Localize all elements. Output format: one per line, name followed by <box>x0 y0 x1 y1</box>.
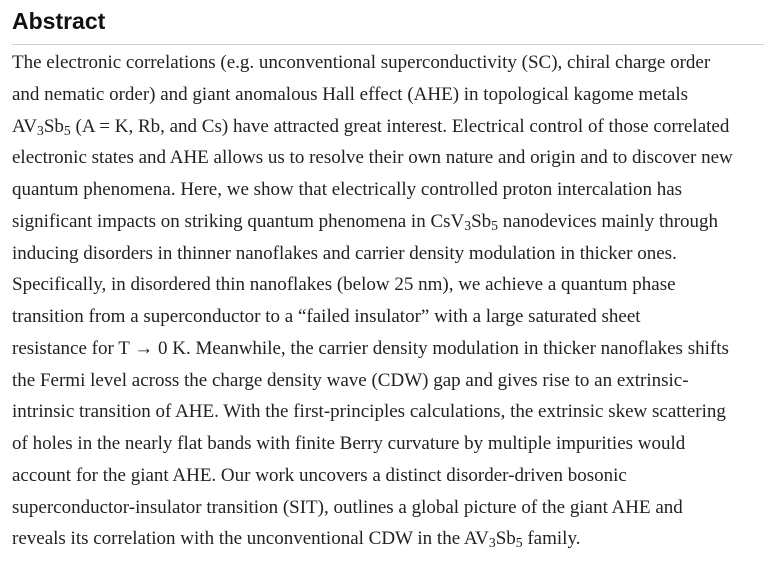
abstract-text: Sb <box>43 115 64 137</box>
abstract-line <box>12 269 772 301</box>
abstract-text: superconductor-insulator transition (SIT), outlines a global picture of the giant AHE and <box>12 496 683 518</box>
abstract-text: significant impacts on striking quantum phenomena in CsV <box>12 210 465 232</box>
abstract-line <box>12 365 772 397</box>
abstract-text: family. <box>522 528 581 550</box>
abstract-text: (A = K, Rb, and Cs) have attracted great interest. Electrical control of those correlated <box>70 115 730 137</box>
abstract-body <box>12 47 772 555</box>
abstract-line <box>12 460 772 492</box>
abstract-text: intrinsic transition of AHE. With the first-principles calculations, the extrinsic skew scattering <box>12 401 726 423</box>
heading-divider <box>12 44 764 45</box>
abstract-text: electronic states and AHE allows us to resolve their own nature and origin and to discover new <box>12 147 733 169</box>
subscript-text: 3 <box>488 535 496 551</box>
abstract-text: The electronic correlations (e.g. unconventional superconductivity (SC), chiral charge order <box>12 52 711 73</box>
abstract-line <box>12 111 772 143</box>
abstract-text: inducing disorders in thinner nanoflakes and carrier density modulation in thicker ones. <box>12 242 677 264</box>
abstract-text: quantum phenomena. Here, we show that electrically controlled proton intercalation has <box>12 179 683 200</box>
abstract-line <box>12 523 772 555</box>
abstract-line <box>12 79 772 111</box>
abstract-text: Sb <box>495 528 516 550</box>
abstract-line <box>12 142 772 174</box>
abstract-line <box>12 174 772 206</box>
abstract-line <box>12 238 772 270</box>
abstract-line <box>12 206 772 238</box>
abstract-text: account for the giant AHE. Our work uncovers a distinct disorder-driven bosonic <box>12 464 627 486</box>
abstract-text: and nematic order) and giant anomalous Hall effect (AHE) in topological kagome metals <box>12 83 689 105</box>
abstract-text: Sb <box>471 210 492 232</box>
abstract-text: AV <box>12 115 37 137</box>
abstract-text: transition from a superconductor to a “failed insulator” with a large saturated sheet <box>12 306 641 327</box>
abstract-text: of holes in the nearly flat bands with finite Berry curvature by multiple impurities would <box>12 433 686 454</box>
abstract-text: nanodevices mainly through <box>498 210 719 232</box>
abstract-text: resistance for T → 0 K. Meanwhile, the carrier density modulation in thicker nanoflakes shifts <box>12 337 729 359</box>
abstract-line <box>12 333 772 365</box>
subscript-text: 3 <box>37 122 44 138</box>
subscript-text: 5 <box>491 217 499 233</box>
abstract-text: reveals its correlation with the unconventional CDW in the AV <box>12 528 489 550</box>
abstract-line <box>12 396 772 428</box>
abstract-line <box>12 492 772 524</box>
subscript-text: 5 <box>63 122 71 138</box>
subscript-text: 3 <box>464 217 472 233</box>
abstract-line <box>12 301 772 333</box>
abstract-line <box>12 428 772 460</box>
abstract-heading: Abstract <box>12 8 106 34</box>
abstract-line <box>12 47 772 79</box>
abstract-text: Specifically, in disordered thin nanoflakes (below 25 nm), we achieve a quantum phase <box>12 274 676 296</box>
abstract-text: the Fermi level across the charge density wave (CDW) gap and gives rise to an extrinsic- <box>12 369 689 391</box>
subscript-text: 5 <box>515 535 523 551</box>
